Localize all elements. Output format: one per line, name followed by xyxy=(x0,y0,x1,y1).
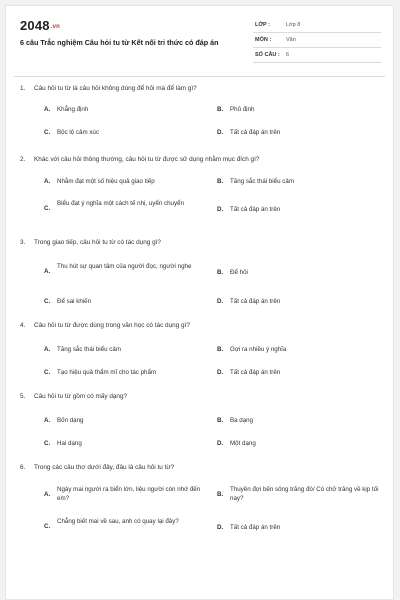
option-letter: D. xyxy=(217,524,224,531)
question-number: 4. xyxy=(20,322,26,329)
meta-subject-row xyxy=(253,35,381,48)
question-3 xyxy=(20,238,380,305)
meta-class-label: LỚP : xyxy=(255,22,270,28)
meta-count-value: 6 xyxy=(286,52,290,58)
question-prompt: Trong giao tiếp, câu hỏi tu từ có tác dụng gì? xyxy=(34,239,161,246)
option-letter: C. xyxy=(44,129,51,136)
option-letter: D. xyxy=(217,298,224,305)
option-letter: B. xyxy=(217,417,224,424)
option-letter: D. xyxy=(217,440,224,447)
option-text: Ba dạng xyxy=(230,417,254,424)
option-text: Tất cả đáp án trên xyxy=(230,369,281,376)
option-text: Tất cả đáp án trên xyxy=(230,524,281,531)
question-text xyxy=(20,84,380,93)
option-text: Tất cả đáp án trên xyxy=(230,206,281,213)
question-text xyxy=(20,392,380,401)
question-number: 1. xyxy=(20,85,26,92)
option-text: Ngày mai người ra biển lớn, liệu người còn nhớ đến em? xyxy=(57,486,201,502)
option-letter: A. xyxy=(44,346,51,353)
option-letter: D. xyxy=(217,129,224,136)
question-4 xyxy=(20,321,380,376)
option-text: Để hỏi xyxy=(230,269,248,276)
question-text xyxy=(20,463,380,472)
header-divider xyxy=(14,76,385,77)
quiz-page xyxy=(5,5,394,600)
meta-class-value: Lớp 8 xyxy=(286,22,301,28)
option-letter: D. xyxy=(217,369,224,376)
question-number: 2. xyxy=(20,156,26,163)
option-text: Bộc lộ cảm xúc xyxy=(57,129,99,136)
option-text: Hai dạng xyxy=(57,440,82,447)
option-letter: B. xyxy=(217,269,224,276)
option-text: Phủ định xyxy=(230,106,255,113)
option-text: Tạo hiệu quả thẩm mĩ cho tác phẩm xyxy=(57,369,157,376)
option-text: Thu hút sự quan tâm của người đọc, người nghe xyxy=(57,263,192,270)
question-6 xyxy=(20,463,380,531)
option-letter: D. xyxy=(217,206,224,213)
option-letter: C. xyxy=(44,298,51,305)
question-1 xyxy=(20,84,380,136)
site-logo[interactable] xyxy=(20,18,60,33)
option-text: Thuyền đợi bến sông trăng đó/ Có chở trăng về kịp tối nay? xyxy=(230,486,379,502)
question-text xyxy=(20,238,380,247)
meta-count-label: SỐ CÂU : xyxy=(255,52,280,58)
option-text: Để sai khiến xyxy=(57,298,92,305)
option-text: Biểu đạt ý nghĩa một cách tế nhị, uyển chuyển xyxy=(57,200,184,207)
page-title: 6 câu Trắc nghiệm Câu hỏi tu từ Kết nối tri thức có đáp án xyxy=(20,38,219,47)
option-text: Bốn dạng xyxy=(57,417,84,424)
meta-subject-value: Văn xyxy=(286,37,296,43)
meta-count-row xyxy=(253,50,381,63)
option-letter: C. xyxy=(44,440,51,447)
option-text: Một dạng xyxy=(230,440,256,447)
question-5 xyxy=(20,392,380,447)
meta-class-row xyxy=(253,20,381,33)
question-prompt: Câu hỏi tu từ là câu hỏi không dùng để hỏi mà để làm gì? xyxy=(34,85,197,92)
option-text: Tăng sắc thái biểu cảm xyxy=(230,178,294,185)
question-number: 5. xyxy=(20,393,26,400)
option-letter: B. xyxy=(217,106,224,113)
question-number: 3. xyxy=(20,239,26,246)
option-letter: C. xyxy=(44,523,51,530)
option-letter: C. xyxy=(44,369,51,376)
question-prompt: Câu hỏi tu từ gồm có mấy dạng? xyxy=(34,393,128,400)
option-text: Khẳng định xyxy=(57,106,89,113)
question-number: 6. xyxy=(20,464,26,471)
logo-suffix: .vn xyxy=(50,23,61,30)
option-letter: A. xyxy=(44,417,51,424)
question-prompt: Câu hỏi tu từ được dùng trong văn học có tác dụng gì? xyxy=(34,322,190,329)
question-prompt: Khác với câu hỏi thông thường, câu hỏi tu từ được sử dụng nhằm mục đích gì? xyxy=(34,156,260,163)
option-letter: A. xyxy=(44,178,51,185)
option-text: Tăng sắc thái biểu cảm xyxy=(57,346,121,353)
option-letter: B. xyxy=(217,178,224,185)
question-2 xyxy=(20,155,380,213)
logo-text: 2048 xyxy=(20,18,50,33)
option-letter: B. xyxy=(217,491,224,498)
option-text: Gợi ra nhiều ý nghĩa xyxy=(230,346,287,353)
option-letter: A. xyxy=(44,491,51,498)
option-letter: A. xyxy=(44,106,51,113)
question-prompt: Trong các câu thơ dưới đây, đâu là câu hỏi tu từ? xyxy=(34,464,175,471)
option-letter: C. xyxy=(44,205,51,212)
question-text xyxy=(20,155,380,164)
meta-subject-label: MÔN : xyxy=(255,37,272,43)
option-text: Nhằm đạt một số hiệu quả giao tiếp xyxy=(57,178,155,185)
option-letter: A. xyxy=(44,268,51,275)
option-text: Tất cả đáp án trên xyxy=(230,129,281,136)
question-text xyxy=(20,321,380,330)
option-letter: B. xyxy=(217,346,224,353)
option-text: Chẳng biết mai về sau, anh có quay lại đây? xyxy=(57,518,179,525)
option-text: Tất cả đáp án trên xyxy=(230,298,281,305)
